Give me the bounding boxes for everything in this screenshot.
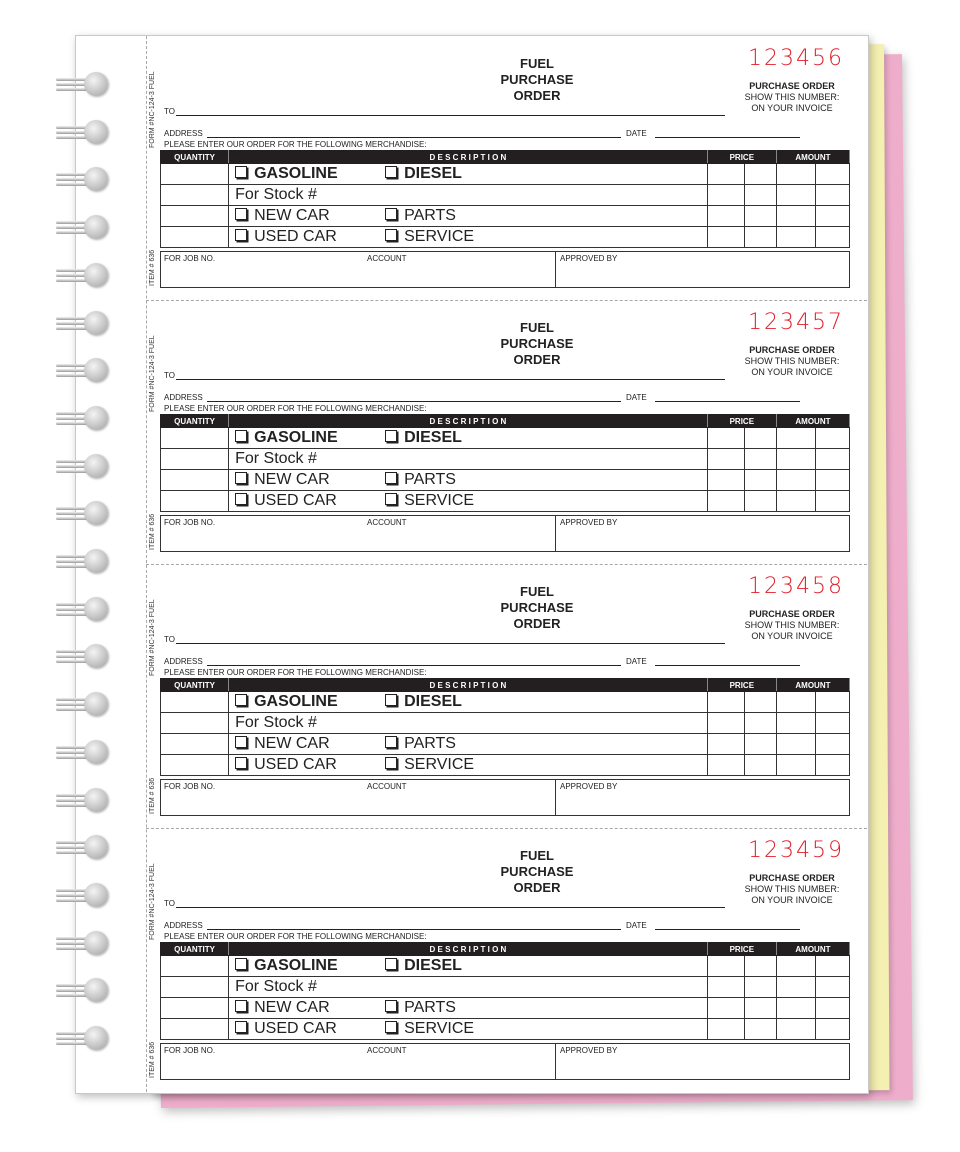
item-number-label: ITEM # 636 — [149, 249, 156, 286]
parts-checkbox[interactable] — [385, 1000, 397, 1012]
header-amount: AMOUNT — [776, 415, 849, 428]
amount-cents-cell[interactable] — [815, 491, 849, 512]
date-label: DATE — [626, 129, 647, 138]
po-number: 123459 — [748, 838, 844, 863]
new-car-checkbox[interactable] — [235, 736, 247, 748]
amount-cell[interactable] — [776, 428, 815, 449]
price-cell[interactable] — [707, 755, 744, 776]
header-description: D E S C R I P T I O N — [229, 679, 708, 692]
form-footer — [160, 1043, 850, 1080]
approved-by-field[interactable]: APPROVED BY — [560, 254, 618, 263]
quantity-cell[interactable] — [161, 491, 229, 512]
po-number: 123456 — [748, 46, 844, 71]
amount-cell[interactable] — [776, 956, 815, 977]
spiral-ring-icon — [56, 213, 112, 243]
account-field[interactable]: ACCOUNT — [367, 782, 407, 791]
quantity-cell[interactable] — [161, 998, 229, 1019]
spiral-ring-icon — [56, 261, 112, 291]
spiral-ring-icon — [56, 70, 112, 100]
service-checkbox[interactable] — [385, 1021, 397, 1033]
price-cents-cell[interactable] — [744, 206, 776, 227]
amount-cell[interactable] — [776, 491, 815, 512]
address-field[interactable] — [207, 137, 621, 138]
to-field[interactable] — [176, 115, 725, 116]
form-footer — [160, 515, 850, 552]
amount-cents-cell[interactable] — [815, 227, 849, 248]
job-number-field[interactable]: FOR JOB NO. — [164, 254, 216, 263]
item-number-label: ITEM # 636 — [149, 513, 156, 550]
new-car-checkbox[interactable] — [235, 208, 247, 220]
header-description: D E S C R I P T I O N — [229, 415, 708, 428]
header-amount: AMOUNT — [776, 679, 849, 692]
account-field[interactable]: ACCOUNT — [367, 254, 407, 263]
price-cents-cell[interactable] — [744, 692, 776, 713]
spiral-ring-icon — [56, 976, 112, 1006]
form-footer — [160, 251, 850, 288]
new-car-checkbox[interactable] — [235, 472, 247, 484]
quantity-cell[interactable] — [161, 227, 229, 248]
quantity-cell[interactable] — [161, 185, 229, 206]
spiral-ring-icon — [56, 833, 112, 863]
vehicle-row: NEW CAR PARTS — [229, 206, 708, 227]
po-info: PURCHASE ORDER SHOW THIS NUMBER: ON YOUR INVOICE — [744, 609, 840, 641]
po-number: 123457 — [748, 310, 844, 335]
amount-cell[interactable] — [776, 977, 815, 998]
to-label: TO — [164, 899, 175, 908]
price-cell[interactable] — [707, 956, 744, 977]
amount-cents-cell[interactable] — [815, 185, 849, 206]
spiral-ring-icon — [56, 165, 112, 195]
order-table — [160, 678, 850, 776]
po-info: PURCHASE ORDER SHOW THIS NUMBER: ON YOUR INVOICE — [744, 345, 840, 377]
price-cents-cell[interactable] — [744, 1019, 776, 1040]
price-cents-cell[interactable] — [744, 428, 776, 449]
quantity-cell[interactable] — [161, 470, 229, 491]
gasoline-checkbox[interactable] — [235, 694, 247, 706]
spiral-ring-icon — [56, 690, 112, 720]
job-number-field[interactable]: FOR JOB NO. — [164, 782, 216, 791]
header-quantity: QUANTITY — [161, 679, 229, 692]
price-cell[interactable] — [707, 998, 744, 1019]
instruction-text: PLEASE ENTER OUR ORDER FOR THE FOLLOWING MERCHANDISE: — [164, 404, 427, 413]
spiral-ring-icon — [56, 881, 112, 911]
quantity-cell[interactable] — [161, 755, 229, 776]
header-price: PRICE — [707, 679, 776, 692]
quantity-cell[interactable] — [161, 206, 229, 227]
price-cents-cell[interactable] — [744, 227, 776, 248]
price-cents-cell[interactable] — [744, 491, 776, 512]
order-table — [160, 150, 850, 248]
amount-cell[interactable] — [776, 470, 815, 491]
price-cell[interactable] — [707, 734, 744, 755]
to-field[interactable] — [176, 379, 725, 380]
amount-cents-cell[interactable] — [815, 692, 849, 713]
header-quantity: QUANTITY — [161, 151, 229, 164]
diesel-checkbox[interactable] — [385, 694, 397, 706]
diesel-checkbox[interactable] — [385, 166, 397, 178]
spiral-ring-icon — [56, 929, 112, 959]
purchase-order-form — [147, 36, 867, 300]
header-quantity: QUANTITY — [161, 415, 229, 428]
job-number-field[interactable]: FOR JOB NO. — [164, 1046, 216, 1055]
header-price: PRICE — [707, 151, 776, 164]
date-label: DATE — [626, 393, 647, 402]
approved-by-field[interactable]: APPROVED BY — [560, 782, 618, 791]
quantity-cell[interactable] — [161, 713, 229, 734]
form-number-label: FORM #NC-124-3 FUEL — [149, 863, 156, 940]
price-cents-cell[interactable] — [744, 977, 776, 998]
usage-row: USED CAR SERVICE — [229, 1019, 708, 1040]
parts-checkbox[interactable] — [385, 472, 397, 484]
po-number: 123458 — [748, 574, 844, 599]
amount-cents-cell[interactable] — [815, 713, 849, 734]
spiral-ring-icon — [56, 786, 112, 816]
quantity-cell[interactable] — [161, 449, 229, 470]
amount-cell[interactable] — [776, 164, 815, 185]
parts-checkbox[interactable] — [385, 208, 397, 220]
approved-by-field[interactable]: APPROVED BY — [560, 1046, 618, 1055]
account-field[interactable]: ACCOUNT — [367, 518, 407, 527]
spiral-ring-icon — [56, 118, 112, 148]
to-label: TO — [164, 371, 175, 380]
used-car-checkbox[interactable] — [235, 1021, 247, 1033]
diesel-checkbox[interactable] — [385, 430, 397, 442]
po-info: PURCHASE ORDER SHOW THIS NUMBER: ON YOUR INVOICE — [744, 873, 840, 905]
perforation-horizontal — [146, 300, 867, 301]
spiral-ring-icon — [56, 452, 112, 482]
stock-number-row[interactable]: For Stock # — [229, 185, 708, 206]
amount-cell[interactable] — [776, 998, 815, 1019]
stock-number-row[interactable]: For Stock # — [229, 713, 708, 734]
price-cell[interactable] — [707, 164, 744, 185]
service-checkbox[interactable] — [385, 229, 397, 241]
quantity-cell[interactable] — [161, 956, 229, 977]
price-cell[interactable] — [707, 977, 744, 998]
usage-row: USED CAR SERVICE — [229, 491, 708, 512]
perforation-horizontal — [146, 564, 867, 565]
gasoline-checkbox[interactable] — [235, 166, 247, 178]
price-cell[interactable] — [707, 692, 744, 713]
account-field[interactable]: ACCOUNT — [367, 1046, 407, 1055]
form-title: FUEL PURCHASE ORDER — [500, 584, 574, 631]
quantity-cell[interactable] — [161, 428, 229, 449]
fuel-type-row: GASOLINE DIESEL — [229, 428, 708, 449]
price-cents-cell[interactable] — [744, 956, 776, 977]
header-price: PRICE — [707, 415, 776, 428]
order-table — [160, 414, 850, 512]
instruction-text: PLEASE ENTER OUR ORDER FOR THE FOLLOWING MERCHANDISE: — [164, 932, 427, 941]
gasoline-checkbox[interactable] — [235, 430, 247, 442]
service-checkbox[interactable] — [385, 757, 397, 769]
address-label: ADDRESS — [164, 393, 203, 402]
purchase-order-form — [147, 828, 867, 1092]
price-cell[interactable] — [707, 713, 744, 734]
purchase-order-form — [147, 564, 867, 828]
form-title: FUEL PURCHASE ORDER — [500, 848, 574, 895]
price-cell[interactable] — [707, 491, 744, 512]
price-cents-cell[interactable] — [744, 998, 776, 1019]
item-number-label: ITEM # 636 — [149, 777, 156, 814]
header-quantity: QUANTITY — [161, 943, 229, 956]
spiral-ring-icon — [56, 1024, 112, 1054]
amount-cell[interactable] — [776, 755, 815, 776]
used-car-checkbox[interactable] — [235, 493, 247, 505]
header-price: PRICE — [707, 943, 776, 956]
amount-cell[interactable] — [776, 1019, 815, 1040]
item-number-label: ITEM # 636 — [149, 1041, 156, 1078]
spiral-ring-icon — [56, 595, 112, 625]
date-field[interactable] — [655, 401, 800, 402]
header-description: D E S C R I P T I O N — [229, 151, 708, 164]
price-cell[interactable] — [707, 185, 744, 206]
amount-cents-cell[interactable] — [815, 206, 849, 227]
amount-cents-cell[interactable] — [815, 956, 849, 977]
used-car-checkbox[interactable] — [235, 229, 247, 241]
address-field[interactable] — [207, 401, 621, 402]
spiral-ring-icon — [56, 404, 112, 434]
approved-by-field[interactable]: APPROVED BY — [560, 518, 618, 527]
order-table — [160, 942, 850, 1040]
address-label: ADDRESS — [164, 657, 203, 666]
header-amount: AMOUNT — [776, 151, 849, 164]
stock-number-row[interactable]: For Stock # — [229, 449, 708, 470]
usage-row: USED CAR SERVICE — [229, 227, 708, 248]
form-title: FUEL PURCHASE ORDER — [500, 56, 574, 103]
instruction-text: PLEASE ENTER OUR ORDER FOR THE FOLLOWING MERCHANDISE: — [164, 668, 427, 677]
price-cents-cell[interactable] — [744, 449, 776, 470]
quantity-cell[interactable] — [161, 1019, 229, 1040]
amount-cell[interactable] — [776, 449, 815, 470]
quantity-cell[interactable] — [161, 164, 229, 185]
price-cell[interactable] — [707, 206, 744, 227]
used-car-checkbox[interactable] — [235, 757, 247, 769]
date-field[interactable] — [655, 665, 800, 666]
form-title: FUEL PURCHASE ORDER — [500, 320, 574, 367]
form-footer — [160, 779, 850, 816]
price-cell[interactable] — [707, 227, 744, 248]
amount-cents-cell[interactable] — [815, 1019, 849, 1040]
price-cents-cell[interactable] — [744, 734, 776, 755]
amount-cents-cell[interactable] — [815, 470, 849, 491]
price-cents-cell[interactable] — [744, 713, 776, 734]
fuel-type-row: GASOLINE DIESEL — [229, 692, 708, 713]
price-cell[interactable] — [707, 449, 744, 470]
parts-checkbox[interactable] — [385, 736, 397, 748]
po-info: PURCHASE ORDER SHOW THIS NUMBER: ON YOUR INVOICE — [744, 81, 840, 113]
vehicle-row: NEW CAR PARTS — [229, 470, 708, 491]
amount-cell[interactable] — [776, 692, 815, 713]
amount-cents-cell[interactable] — [815, 755, 849, 776]
price-cell[interactable] — [707, 428, 744, 449]
service-checkbox[interactable] — [385, 493, 397, 505]
address-label: ADDRESS — [164, 921, 203, 930]
date-field[interactable] — [655, 929, 800, 930]
spiral-ring-icon — [56, 309, 112, 339]
amount-cents-cell[interactable] — [815, 164, 849, 185]
vehicle-row: NEW CAR PARTS — [229, 998, 708, 1019]
usage-row: USED CAR SERVICE — [229, 755, 708, 776]
instruction-text: PLEASE ENTER OUR ORDER FOR THE FOLLOWING MERCHANDISE: — [164, 140, 427, 149]
stock-number-row[interactable]: For Stock # — [229, 977, 708, 998]
date-label: DATE — [626, 921, 647, 930]
spiral-ring-icon — [56, 738, 112, 768]
amount-cell[interactable] — [776, 185, 815, 206]
purchase-order-form — [147, 300, 867, 564]
job-number-field[interactable]: FOR JOB NO. — [164, 518, 216, 527]
fuel-type-row: GASOLINE DIESEL — [229, 164, 708, 185]
spiral-ring-icon — [56, 356, 112, 386]
header-amount: AMOUNT — [776, 943, 849, 956]
address-field[interactable] — [207, 929, 621, 930]
to-field[interactable] — [176, 907, 725, 908]
address-label: ADDRESS — [164, 129, 203, 138]
to-label: TO — [164, 107, 175, 116]
amount-cents-cell[interactable] — [815, 428, 849, 449]
spiral-ring-icon — [56, 642, 112, 672]
amount-cell[interactable] — [776, 713, 815, 734]
vehicle-row: NEW CAR PARTS — [229, 734, 708, 755]
form-number-label: FORM #NC-124-3 FUEL — [149, 599, 156, 676]
amount-cents-cell[interactable] — [815, 998, 849, 1019]
amount-cell[interactable] — [776, 206, 815, 227]
amount-cents-cell[interactable] — [815, 449, 849, 470]
quantity-cell[interactable] — [161, 734, 229, 755]
spiral-ring-icon — [56, 547, 112, 577]
amount-cents-cell[interactable] — [815, 977, 849, 998]
address-field[interactable] — [207, 665, 621, 666]
fuel-type-row: GASOLINE DIESEL — [229, 956, 708, 977]
amount-cell[interactable] — [776, 734, 815, 755]
date-label: DATE — [626, 657, 647, 666]
price-cell[interactable] — [707, 1019, 744, 1040]
price-cell[interactable] — [707, 470, 744, 491]
amount-cents-cell[interactable] — [815, 734, 849, 755]
to-label: TO — [164, 635, 175, 644]
quantity-cell[interactable] — [161, 692, 229, 713]
amount-cell[interactable] — [776, 227, 815, 248]
gasoline-checkbox[interactable] — [235, 958, 247, 970]
to-field[interactable] — [176, 643, 725, 644]
form-number-label: FORM #NC-124-3 FUEL — [149, 71, 156, 148]
quantity-cell[interactable] — [161, 977, 229, 998]
diesel-checkbox[interactable] — [385, 958, 397, 970]
perforation-horizontal — [146, 828, 867, 829]
price-cents-cell[interactable] — [744, 185, 776, 206]
spiral-ring-icon — [56, 499, 112, 529]
form-number-label: FORM #NC-124-3 FUEL — [149, 335, 156, 412]
price-cents-cell[interactable] — [744, 470, 776, 491]
date-field[interactable] — [655, 137, 800, 138]
price-cents-cell[interactable] — [744, 755, 776, 776]
new-car-checkbox[interactable] — [235, 1000, 247, 1012]
header-description: D E S C R I P T I O N — [229, 943, 708, 956]
price-cents-cell[interactable] — [744, 164, 776, 185]
